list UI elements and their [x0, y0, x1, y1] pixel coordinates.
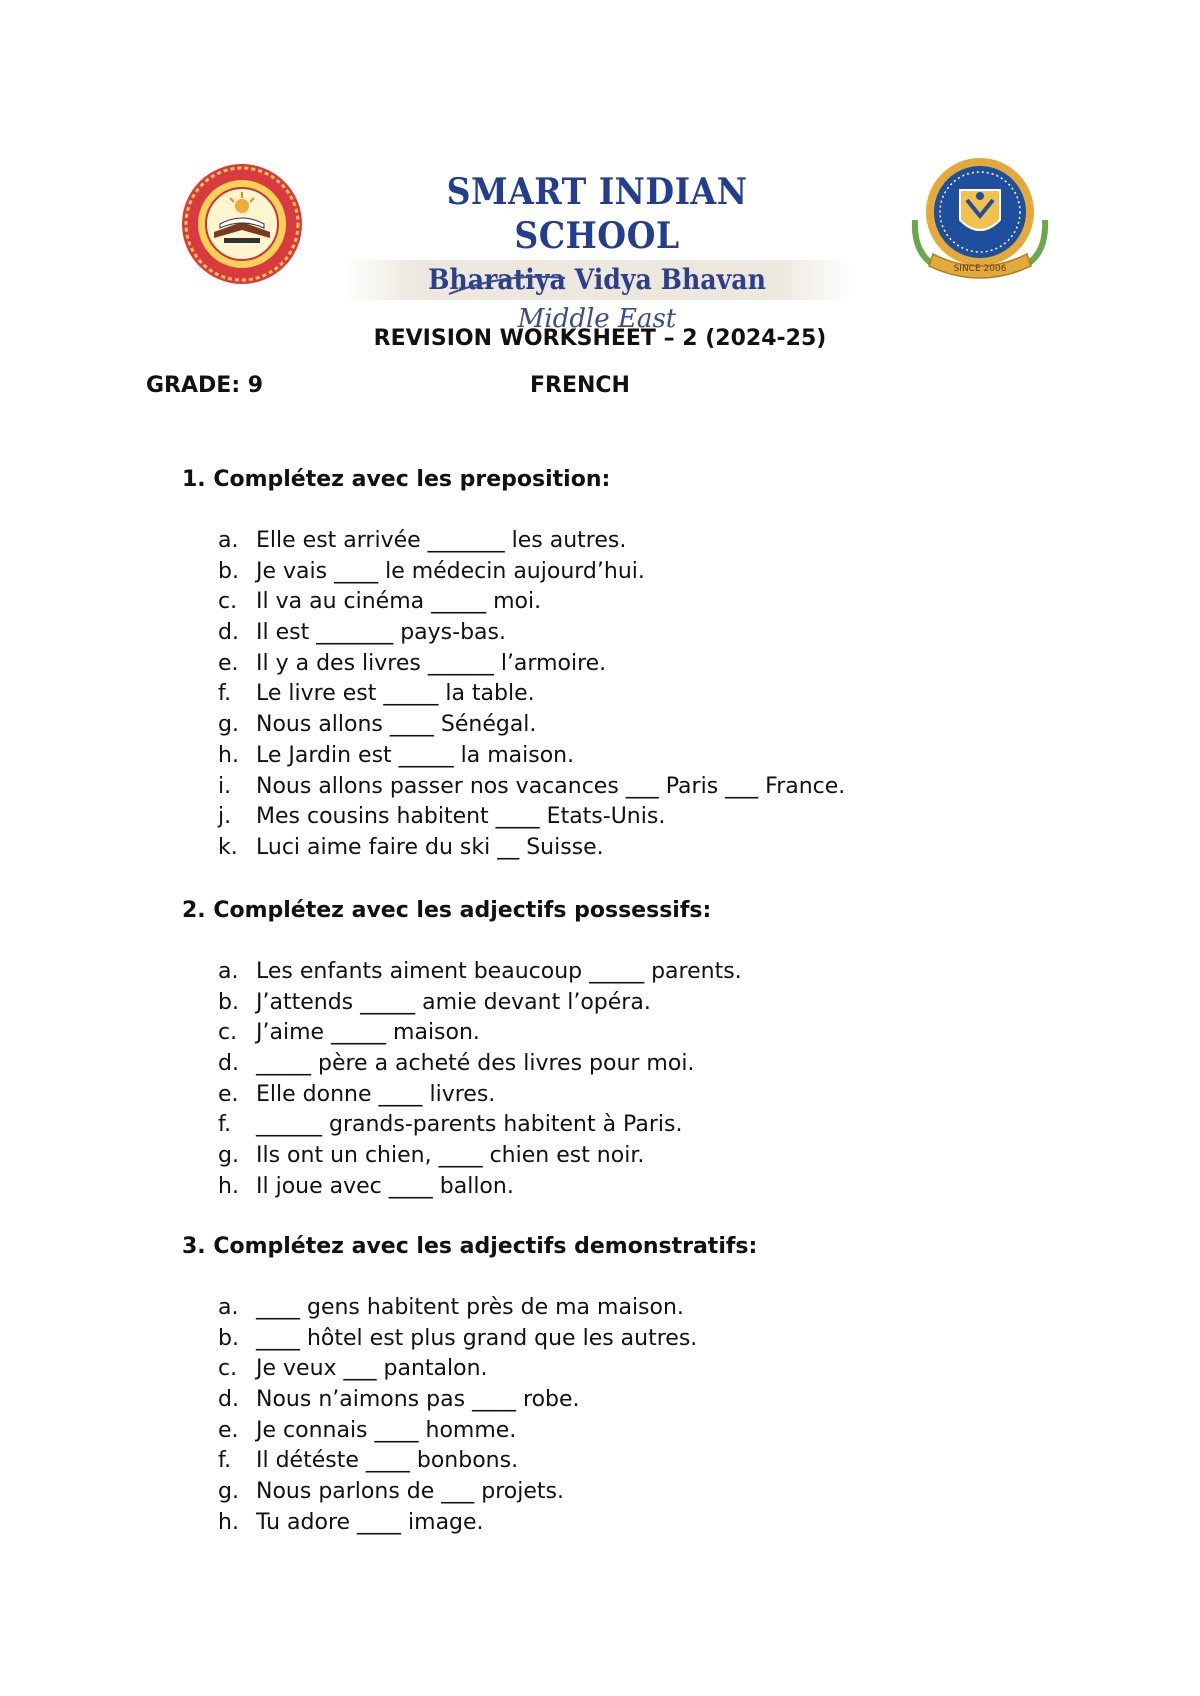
item-text: J’aime _____ maison. [256, 1020, 480, 1046]
item-letter: b. [218, 558, 239, 584]
left-school-seal-icon [180, 162, 304, 286]
item-text: ____ gens habitent près de ma maison. [256, 1295, 684, 1320]
item-text: ______ grands-parents habitent à Paris. [256, 1112, 683, 1138]
list-item [0, 649, 1200, 680]
list-item [0, 1385, 1200, 1416]
item-letter: i. [218, 773, 232, 799]
item-text: Elle donne ____ livres. [256, 1081, 496, 1107]
exercise-list [0, 526, 1200, 864]
emblem-ribbon-text: SINCE 2006 [953, 264, 1007, 274]
item-text: Le Jardin est _____ la maison. [256, 742, 575, 768]
item-text: ____ hôtel est plus grand que les autres. [256, 1325, 698, 1351]
item-text: Nous parlons de ___ projets. [256, 1479, 564, 1505]
list-item [0, 957, 1200, 988]
item-text: Tu adore ____ image. [256, 1509, 484, 1535]
list-item [0, 1293, 1200, 1324]
item-text: Je vais ____ le médecin aujourd’hui. [256, 558, 645, 584]
item-letter: h. [218, 1173, 239, 1199]
list-item [0, 679, 1200, 710]
section-heading: 2. Complétez avec les adjectifs possessifs: [182, 898, 712, 923]
item-letter: e. [218, 1081, 239, 1107]
item-text: Nous allons passer nos vacances ___ Paris ___ France. [256, 773, 846, 799]
list-item [0, 1018, 1200, 1049]
list-item [0, 802, 1200, 833]
item-letter: h. [218, 1509, 239, 1535]
item-text: J’attends _____ amie devant l’opéra. [256, 989, 651, 1015]
list-item [0, 618, 1200, 649]
list-item [0, 1477, 1200, 1508]
item-text: Les enfants aiment beaucoup _____ parents. [256, 959, 742, 984]
item-text: Le livre est _____ la table. [256, 681, 535, 707]
list-item [0, 833, 1200, 864]
list-item [0, 1446, 1200, 1477]
item-text: Mes cousins habitent ____ Etats-Unis. [256, 804, 666, 830]
list-item [0, 557, 1200, 588]
item-letter: e. [218, 1417, 239, 1443]
item-letter: k. [218, 834, 238, 860]
item-text: Il détéste ____ bonbons. [256, 1448, 519, 1474]
list-item [0, 526, 1200, 557]
list-item [0, 1354, 1200, 1385]
item-text: Luci aime faire du ski __ Suisse. [256, 834, 604, 860]
list-item [0, 1416, 1200, 1447]
item-letter: f. [218, 1448, 232, 1474]
banner-swoosh-icon [445, 270, 665, 298]
item-text: Je connais ____ homme. [256, 1417, 517, 1443]
list-item [0, 772, 1200, 803]
item-letter: c. [218, 1356, 238, 1382]
right-emblem-seal-icon [905, 150, 1055, 290]
list-item [0, 587, 1200, 618]
item-text: Nous allons ____ Sénégal. [256, 712, 537, 738]
list-item [0, 1110, 1200, 1141]
item-letter: a. [218, 1295, 239, 1320]
exercise-list [0, 957, 1200, 1203]
item-text: Nous n’aimons pas ____ robe. [256, 1387, 580, 1413]
school-subtitle: Bharatiya Vidya Bhavan [428, 263, 766, 296]
section-heading: 3. Complétez avec les adjectifs demonstratifs: [182, 1234, 758, 1259]
item-letter: d. [218, 1051, 239, 1077]
item-letter: b. [218, 1325, 239, 1351]
item-text: _____ père a acheté des livres pour moi. [256, 1051, 695, 1077]
list-item [0, 1049, 1200, 1080]
section-heading: 1. Complétez avec les preposition: [182, 467, 611, 492]
list-item [0, 710, 1200, 741]
list-item [0, 1508, 1200, 1539]
exercise-list [0, 1293, 1200, 1539]
item-letter: g. [218, 1479, 239, 1505]
item-text: Je veux ___ pantalon. [256, 1356, 488, 1382]
item-letter: h. [218, 742, 239, 768]
item-letter: g. [218, 1143, 239, 1169]
list-item [0, 1172, 1200, 1203]
item-text: Il joue avec ____ ballon. [256, 1173, 514, 1199]
item-text: Il va au cinéma _____ moi. [256, 589, 542, 615]
grade-label: GRADE: 9 [146, 373, 264, 398]
item-letter: d. [218, 1387, 239, 1413]
banner-script-line: Middle East [517, 304, 677, 334]
item-letter: a. [218, 528, 239, 553]
item-letter: f. [218, 1112, 232, 1138]
item-letter: g. [218, 712, 239, 738]
item-letter: c. [218, 1020, 238, 1046]
list-item [0, 741, 1200, 772]
item-letter: b. [218, 989, 239, 1015]
item-letter: d. [218, 620, 239, 646]
item-letter: c. [218, 589, 238, 615]
item-text: Elle est arrivée _______ les autres. [256, 528, 627, 553]
list-item [0, 988, 1200, 1019]
item-text: Il est _______ pays-bas. [256, 620, 506, 646]
list-item [0, 1324, 1200, 1355]
item-letter: j. [218, 804, 232, 830]
item-text: Il y a des livres ______ l’armoire. [256, 650, 607, 676]
item-text: Ils ont un chien, ____ chien est noir. [256, 1143, 645, 1169]
list-item [0, 1080, 1200, 1111]
item-letter: e. [218, 650, 239, 676]
list-item [0, 1141, 1200, 1172]
subject-label: FRENCH [530, 373, 630, 398]
item-letter: f. [218, 681, 232, 707]
school-name: SMART INDIAN SCHOOL [446, 171, 748, 257]
item-letter: a. [218, 959, 239, 984]
worksheet-title: REVISION WORKSHEET – 2 (2024-25) [373, 326, 827, 351]
